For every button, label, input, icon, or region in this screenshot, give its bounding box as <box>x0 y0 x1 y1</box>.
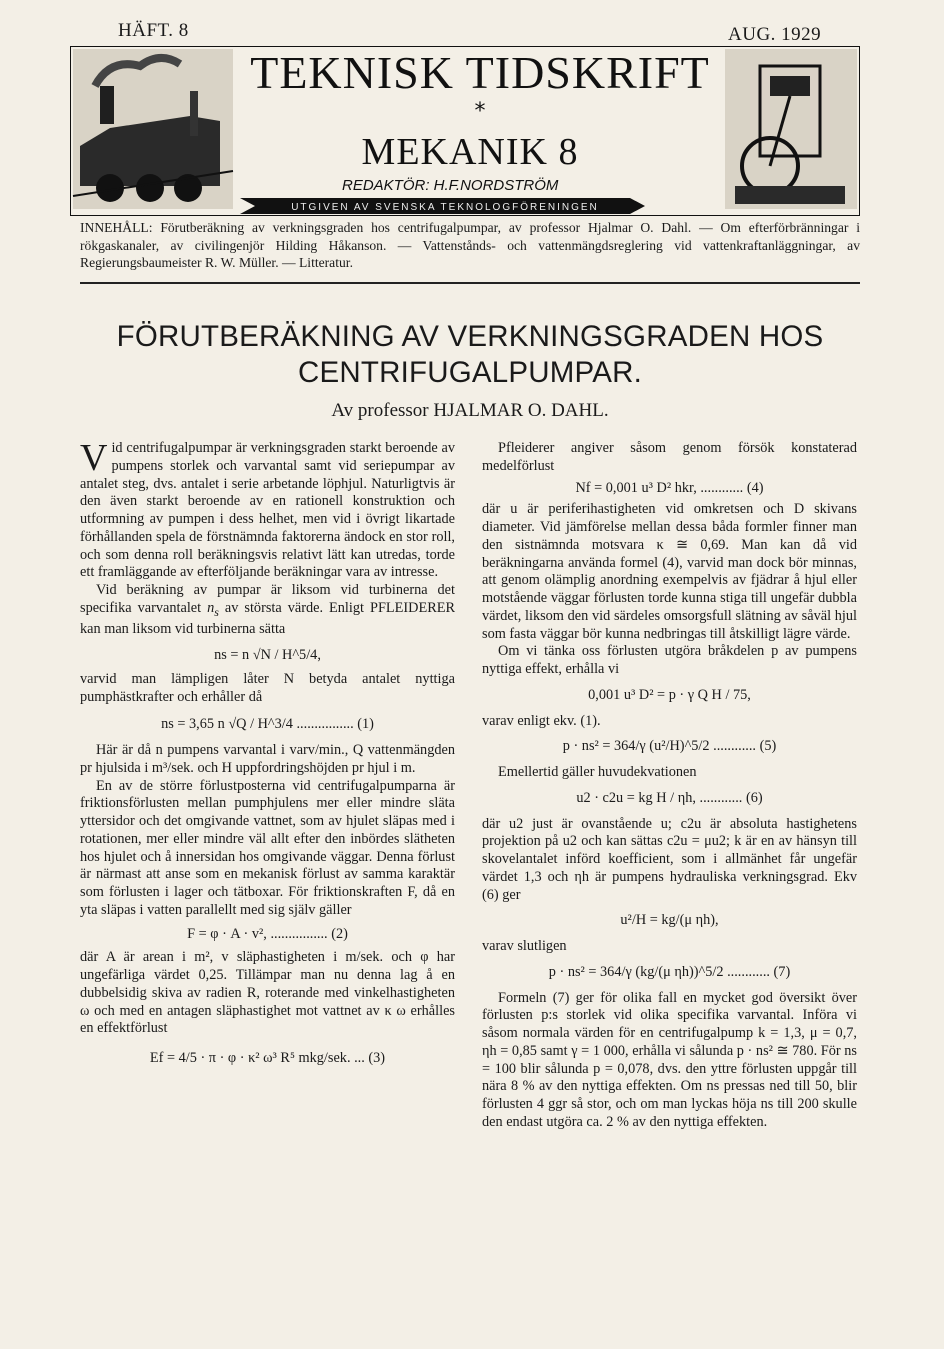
steam-engine-illustration <box>725 49 857 209</box>
locomotive-illustration <box>73 49 233 209</box>
paragraph: Vid beräkning av pumpar är liksom vid turbinerna det specifika varvantalet <box>80 582 455 616</box>
equation-6: u2 · c2u = kg H / ηh, ............ (6) <box>576 789 763 806</box>
equation-7: p · ns² = 364/γ (kg/(μ ηh))^5/2 ............ (7) <box>548 963 791 980</box>
paragraph: där u är periferihastigheten vid omkretsen och D skivans diameter. Vid jämförelse mellan dessa båda formler finner man den sistnämnda motsvara κ ≅ 0,69. Man kan då vid beräkningarna använda formel (4), varvid man dock bör minnas, att genom olämplig anordning exempelvis av fjädrar å hjul eller motstående väggar förlusten torde kunna stiga till ungefär dubbla värdet, liksom den vid särdeles omsorgsfull slätning av såväl hjul som fasta väggar bör kunna nedbringas till åtskilligt lägre värde. <box>482 501 857 642</box>
author-name: PFLEIDERER <box>370 599 455 616</box>
paragraph: kan man liksom vid turbinerna sätta <box>80 621 286 638</box>
paragraph: där u2 just är ovanstående u; c2u är absoluta hastighetens projektion på u2 och kan sättas c2u = μu2; k är en av hänsyn till skovelantalet införd koefficient, som i allmänhet får ungefär värdet 1,3 och ηh är pumpens hydrauliska verkningsgrad. Ekv (6) ger <box>482 815 857 903</box>
article-title-line1: FÖRUTBERÄKNING AV VERKNINGSGRADEN HOS <box>116 320 824 353</box>
star-ornament: * <box>474 99 486 124</box>
paragraph: där A är arean i m², v släphastigheten i m/sek. och φ har ungefärliga värdet 0,25. Tillämpar man nu denna lag å en dubbelsidig skiva av radien R, roterande med vinkelhastigheten ω och med en antagen släphastighet mot vattnet av κ ω erhålles en effektförlust <box>80 949 455 1037</box>
journal-title: TEKNISK TIDSKRIFT <box>250 47 710 98</box>
table-of-contents: INNEHÅLL: Förutberäkning av verkningsgraden hos centrifugalpumpar, av professor Hjalmar O. Dahl. — Om efterförbränningar i rökgaskanaler, av civilingenjör Hilding Håkanson. — Vattenstånds- och vattenmängdsreglering vid vattenkraftanläggningar, av Regierungsbaumeister R. W. Müller. — Litteratur. <box>80 220 860 270</box>
paragraph: av största värde. Enligt <box>224 599 364 616</box>
issue-number: HÄFT. 8 <box>118 20 189 41</box>
paragraph: Här är då n pumpens varvantal i varv/min., Q vattenmängden pr hjulsida i m³/sek. och H uppfordringshöjden pr hjul i m. <box>80 742 455 776</box>
paragraph: varav slutligen <box>482 938 567 954</box>
article-title-line2: CENTRIFUGALPUMPAR. <box>298 356 642 389</box>
equation: ns = n √N / H^5/4, <box>214 647 321 664</box>
divider <box>80 282 860 284</box>
issue-date: AUG. 1929 <box>728 24 822 45</box>
paragraph: Om vi tänka oss förlusten utgöra bråkdelen p av pumpens nyttiga effekt, erhålla vi <box>482 643 857 677</box>
editor-line: REDAKTÖR: H.F.NORDSTRÖM <box>342 177 559 194</box>
section-title: MEKANIK 8 <box>361 131 579 173</box>
paragraph: varvid man lämpligen låter N betyda antalet nyttiga pumphästkrafter och erhåller då <box>80 670 455 705</box>
publisher-line: UTGIVEN AV SVENSKA TEKNOLOGFÖRENINGEN <box>291 202 599 213</box>
paragraph: varav enligt ekv. (1). <box>482 712 601 729</box>
equation-3: Ef = 4/5 · π · φ · κ² ω³ R⁵ mkg/sek. ... (3) <box>149 1050 386 1067</box>
equation-1: ns = 3,65 n √Q / H^3/4 ................ (1) <box>161 716 374 733</box>
paragraph: Emellertid gäller huvudekvationen <box>498 764 697 780</box>
equation-2: F = φ · A · v², ................ (2) <box>187 925 348 942</box>
equation-4: Nf = 0,001 u³ D² hkr, ............ (4) <box>575 479 764 496</box>
equation-5: p · ns² = 364/γ (u²/H)^5/2 ............ (5) <box>562 738 777 755</box>
drop-cap: V <box>80 437 108 479</box>
equation: u²/H = kg/(μ ηh), <box>620 912 719 929</box>
right-column <box>482 440 857 1132</box>
paragraph: Pfleiderer angiver såsom genom försök konstaterad medelförlust <box>482 440 857 474</box>
left-column: Vid centrifugalpumpar är verkningsgraden starkt beroende av pumpens storlek och varvantal samt vid seriepumpar av antalet steg, dvs. antalet i serie arbetande löphjul. Naturligtvis är den även starkt beroende av en rationell konstruktion och utformning av pumpen i dess helhet, men vid i övrigt likartade förhållanden spela de förstnämnda faktorerna ändock en stor roll, och som denna roll beräkningsvis relativt lätt kan utredas, torde ett framläggande av efterföljande beräkningar vara av intresse. Vid beräkning av pumpar är liksom vid turbinerna det specifika varvantalet $n_s$ av största värde. Enligt PFLEIDERER kan man liksom vid turbinerna sätta ns = n √N / H^5/4, varvid man lämpligen låter N betyda antalet nyttiga pumphästkrafter och erhåller då ns = 3,65 n √Q / H^3/4 ................ (1) Här är då n pumpens varvantal i varv/min., Q vattenmängden pr hjulsida i m³/sek. och H uppfordringshöjden pr hjul i m. En av de större förlustposterna vid centrifugalpumparna är friktionsförlusten mellan pumphjulens mer eller mindre släta yttersidor och det omgivande vattnet, som av hjulet släpas med i rotationen, mer eller mindre väl allt efter den inbördes slätheten hos hjulet och å innersidan hos omgivande väggar. Denna förlust är närmast att anse som en mekanisk förlust av samma karaktär som förlusten i lager och tätboxar. För friktionskraften F, då en yta släpas i vatten parallellt med sig själv gäller F = φ · A · v², ................ (2) där A är arean i m², v släphastigheten i m/sek. och φ har ungefärliga värdet 0,25. Tillämpar man nu denna lag å en dubbelsidig skiva av radien R, roterande med vinkelhastigheten ω och med en antagen släphastighet mot vattnet av κ ω erhålles en effektförlust Ef = 4/5 · π · φ · κ² ω³ R⁵ mkg/sek. ... (3) <box>80 437 455 1067</box>
article-byline: Av professor HJALMAR O. DAHL. <box>331 400 609 421</box>
paragraph: id centrifugalpumpar är verkningsgraden starkt beroende av pumpens storlek och varvantal samt vid seriepumpar av antalet steg, dvs. antalet i serie arbetande löphjul. Naturligtvis är den även starkt beroende av en rationell konstruktion och utformning av pumpen i dess helhet, men vid i övrigt likartade förhållanden spela de förstnämnda faktorerna ändock en stor roll, och som denna roll beräkningsvis relativt lätt kan utredas, torde ett framläggande av efterföljande beräkningar vara av intresse. <box>80 440 455 581</box>
masthead <box>70 46 860 216</box>
paragraph: Formeln (7) ger för olika fall en mycket god översikt över förlusten p:s storlek vid olika specifika varvantal. Införa vi såsom normala värden för en centrifugalpump k = 1,3, μ = 0,7, ηh = 0,85 samt γ = 1 000, erhålla vi sålunda p · ns² ≅ 780. För ns = 100 blir sålunda p = 0,078, dvs. den yttre förlusten uppgår till nära 8 % av den nyttiga effekten. Om ns pressas ned till 50, blir förlusten 4 ggr så stor, och om man lyckas höja ns till 200 skulle den endast utgöra ca. 2 % av den nyttiga effekten. <box>482 989 857 1130</box>
equation: 0,001 u³ D² = p · γ Q H / 75, <box>588 686 751 703</box>
paragraph: En av de större förlustposterna vid centrifugalpumparna är friktionsförlusten mellan pumphjulens mer eller mindre släta yttersidor och det omgivande vattnet, som av hjulet släpas med i rotationen, mer eller mindre väl allt efter den inbördes slätheten hos hjulet och å innersidan hos omgivande väggar. Denna förlust är närmast att anse som en mekanisk förlust av samma karaktär som förlusten i lager och tätboxar. För friktionskraften F, då en yta släpas i vatten parallellt med sig själv gäller <box>80 777 455 918</box>
